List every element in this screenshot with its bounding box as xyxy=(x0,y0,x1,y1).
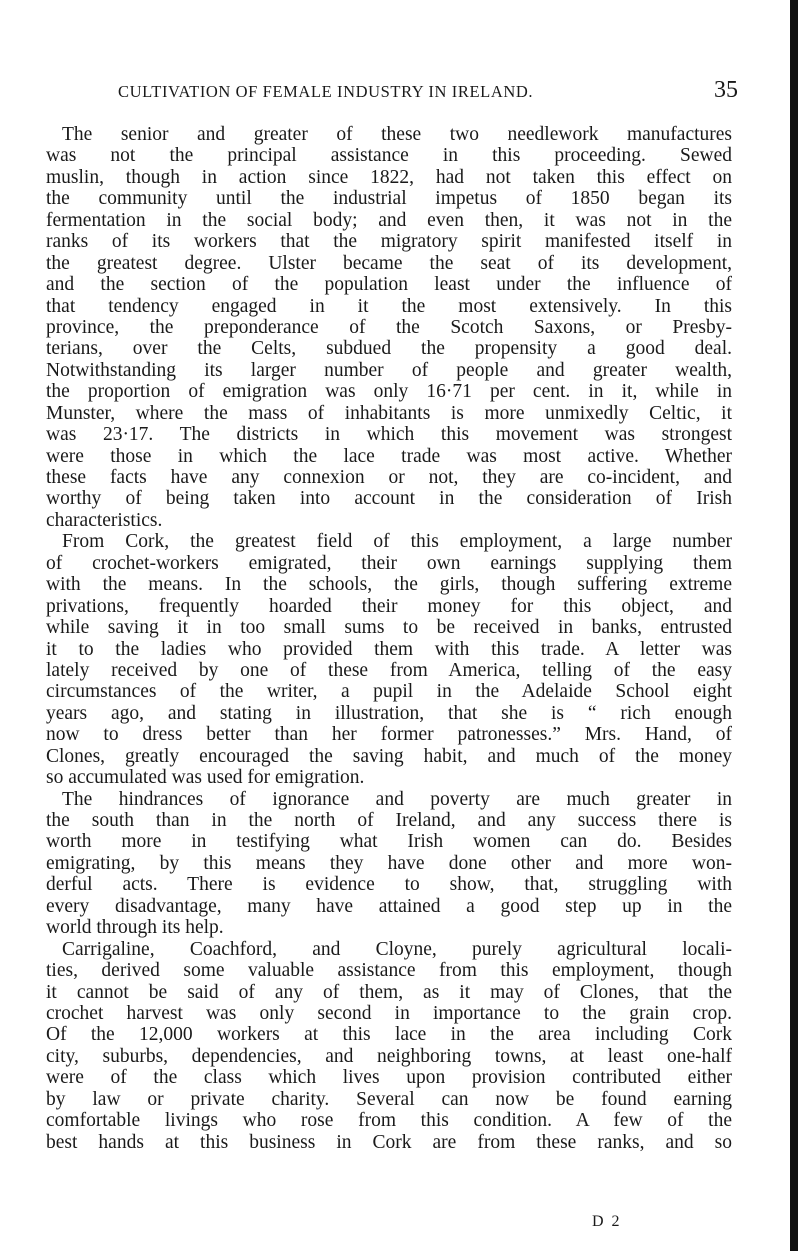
book-spine-edge xyxy=(790,0,798,1251)
text-line: Carrigaline, Coachford, and Cloyne, purely agricultural locali- xyxy=(62,938,732,960)
text-line: Notwithstanding its larger number of people and greater wealth, xyxy=(46,359,732,381)
text-line: lately received by one of these from America, telling of the easy xyxy=(46,659,732,681)
text-line: world through its help. xyxy=(46,917,224,939)
text-line: Clones, greatly encouraged the saving habit, and much of the money xyxy=(46,745,732,767)
text-line: the community until the industrial impetus of 1850 began its xyxy=(46,188,732,210)
text-line: and the section of the population least under the influence of xyxy=(46,274,732,296)
text-line: of crochet-workers emigrated, their own earnings supplying them xyxy=(46,552,732,574)
text-line: the south than in the north of Ireland, and any success there is xyxy=(46,810,732,831)
text-line: ranks of its workers that the migratory spirit manifested itself in xyxy=(46,231,732,253)
text-line: province, the preponderance of the Scotch Saxons, or Presby- xyxy=(46,316,732,338)
text-line: The senior and greater of these two needlework manufactures xyxy=(62,124,732,145)
text-line: by law or private charity. Several can now be found earning xyxy=(46,1088,732,1110)
page-header xyxy=(118,77,738,106)
text-line: fermentation in the social body; and even then, it was not in the xyxy=(46,209,732,231)
text-line: From Cork, the greatest field of this employment, a large number xyxy=(62,531,732,553)
text-line: ties, derived some valuable assistance from this employment, though xyxy=(46,960,732,982)
text-line: were of the class which lives upon provision contributed either xyxy=(46,1067,732,1089)
text-line: comfortable livings who rose from this condition. A few of the xyxy=(46,1110,732,1132)
text-line: was 23·17. The districts in which this movement was strongest xyxy=(46,424,732,446)
text-line: it to the ladies who provided them with this trade. A letter was xyxy=(46,638,732,660)
body-text xyxy=(46,124,732,1153)
text-line: worth more in testifying what Irish women can do. Besides xyxy=(46,831,732,853)
signature-mark: D 2 xyxy=(592,1213,622,1230)
text-line: years ago, and stating in illustration, that she is “ rich enough xyxy=(46,702,732,724)
text-line: so accumulated was used for emigration. xyxy=(46,767,365,789)
text-line: with the means. In the schools, the girls, though suffering extreme xyxy=(46,574,732,596)
text-line: every disadvantage, many have attained a good step up in the xyxy=(46,895,732,917)
text-line: now to dress better than her former patronesses.” Mrs. Hand, of xyxy=(46,724,732,746)
text-line: these facts have any connexion or not, they are co-incident, and xyxy=(46,467,732,488)
text-line: the greatest degree. Ulster became the seat of its development, xyxy=(46,252,732,274)
text-line: best hands at this business in Cork are from these ranks, and so xyxy=(46,1131,732,1153)
text-line: privations, frequently hoarded their money for this object, and xyxy=(46,595,732,617)
text-line: Of the 12,000 workers at this lace in the area including Cork xyxy=(46,1024,732,1046)
page-number: 35 xyxy=(714,77,738,103)
text-line: were those in which the lace trade was most active. Whether xyxy=(46,445,732,467)
text-line: worthy of being taken into account in the consideration of Irish xyxy=(46,488,732,510)
text-line: characteristics. xyxy=(46,509,163,531)
text-line: that tendency engaged in it the most extensively. In this xyxy=(46,295,732,317)
text-line: emigrating, by this means they have done other and more won- xyxy=(46,852,732,874)
text-line: terians, over the Celts, subdued the propensity a good deal. xyxy=(46,338,732,360)
text-line: circumstances of the writer, a pupil in the Adelaide School eight xyxy=(46,681,732,703)
text-line: crochet harvest was only second in importance to the grain crop. xyxy=(46,1002,732,1024)
text-line: derful acts. There is evidence to show, that, struggling with xyxy=(46,874,732,896)
text-line: the proportion of emigration was only 16·71 per cent. in it, while in xyxy=(46,381,732,403)
text-line: while saving it in too small sums to be received in banks, entrusted xyxy=(46,617,732,639)
text-line: it cannot be said of any of them, as it may of Clones, that the xyxy=(46,981,732,1003)
text-line: The hindrances of ignorance and poverty are much greater in xyxy=(62,788,732,810)
running-head: CULTIVATION OF FEMALE INDUSTRY IN IRELAND. xyxy=(118,82,534,101)
text-line: city, suburbs, dependencies, and neighboring towns, at least one-half xyxy=(46,1045,732,1067)
text-line: muslin, though in action since 1822, had not taken this effect on xyxy=(46,166,732,188)
text-line: was not the principal assistance in this proceeding. Sewed xyxy=(46,145,732,167)
text-line: Munster, where the mass of inhabitants is more unmixedly Celtic, it xyxy=(46,402,732,424)
